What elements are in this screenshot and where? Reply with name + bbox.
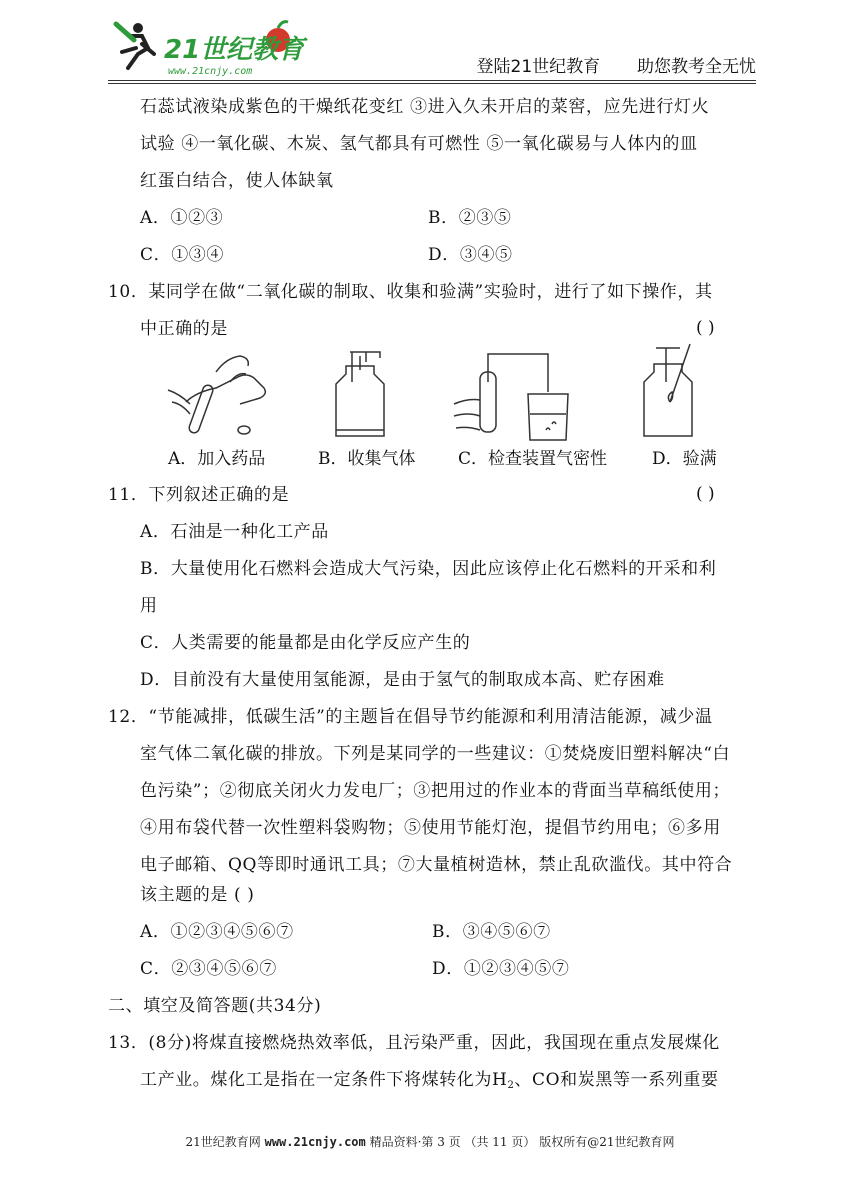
q9-line-3: 红蛋白结合，使人体缺氧	[140, 171, 334, 191]
site-label: 登陆21世纪教育	[476, 57, 601, 77]
q9-option-b: B．②③⑤	[428, 208, 512, 228]
q9-option-d: D．③④⑤	[428, 245, 513, 265]
header-rule	[108, 80, 756, 81]
figure-gas-full-test	[636, 342, 716, 442]
q13-line-1: 13．(8分)将煤直接燃烧热效率低，且污染严重，因此，我国现在重点发展煤化	[108, 1033, 720, 1053]
q11-stem: 11．下列叙述正确的是	[108, 485, 290, 505]
figure-caption-b: B．收集气体	[318, 449, 416, 469]
footer-page-info: 精品资料·第 3 页 （共 11 页） 版权所有@21世纪教育网	[369, 1135, 675, 1149]
q11-option-c: C．人类需要的能量都是由化学反应产生的	[140, 633, 471, 653]
q11-answer-blank: ( )	[696, 484, 715, 504]
svg-text:21世纪教育: 21世纪教育	[164, 35, 305, 65]
q9-line-2: 试验 ④一氧化碳、木炭、氢气都具有可燃性 ⑤一氧化碳易与人体内的皿	[140, 134, 698, 154]
q11-option-b-line-1: B．大量使用化石燃料会造成大气污染，因此应该停止化石燃料的开采和利	[140, 559, 717, 579]
q13-line-2	[140, 1069, 719, 1097]
header-slogan	[477, 52, 756, 77]
q11-option-b-line-2: 用	[140, 596, 158, 616]
header-rule-2	[108, 83, 756, 84]
figure-caption-a: A．加入药品	[168, 449, 266, 469]
q12-line-1: 12．“节能减排，低碳生活”的主题旨在倡导节约能源和利用清洁能源，减少温	[108, 707, 713, 727]
q13-subscript: 2	[507, 1080, 515, 1091]
figure-caption-d: D．验满	[652, 449, 717, 469]
q9-line-1: 石蕊试液染成紫色的干燥纸花变红 ③进入久未开启的菜窖，应先进行灯火	[140, 97, 710, 117]
q9-option-a: A．①②③	[140, 208, 224, 228]
site-logo	[108, 14, 308, 78]
footer-site: 21世纪教育网	[185, 1135, 261, 1149]
footer-url[interactable]: www.21cnjy.com	[264, 1135, 366, 1149]
slogan-text: 助您教考全无忧	[637, 57, 756, 77]
q12-line-2: 室气体二氧化碳的排放。下列是某同学的一些建议：①焚烧废旧塑料解决“白	[140, 744, 731, 764]
figure-add-reagent	[166, 342, 276, 442]
q13-line-2-b: 、CO和炭黑等一系列重要	[514, 1070, 719, 1090]
q12-line-5: 电子邮箱、QQ等即时通讯工具；⑦大量植树造林，禁止乱砍滥伐。其中符合	[140, 855, 733, 875]
q12-option-a: A．①②③④⑤⑥⑦	[140, 922, 294, 942]
q10-stem-line-1: 10．某同学在做“二氧化碳的制取、收集和验满”实验时，进行了如下操作，其	[108, 282, 713, 302]
q11-option-a: A．石油是一种化工产品	[140, 522, 329, 542]
q12-option-d: D．①②③④⑤⑦	[432, 959, 570, 979]
q10-answer-blank: ( )	[696, 318, 715, 338]
q9-option-c: C．①③④	[140, 245, 225, 265]
page-footer	[0, 1133, 860, 1150]
q12-option-c: C．②③④⑤⑥⑦	[140, 959, 277, 979]
runner-figure-icon	[116, 23, 154, 68]
q12-line-6: 该主题的是 ( )	[140, 885, 255, 905]
q13-line-2-a: 工产业。煤化工是指在一定条件下将煤转化为H	[140, 1070, 508, 1090]
q12-line-3: 色污染”；②彻底关闭火力发电厂；③把用过的作业本的背面当草稿纸使用；	[140, 781, 731, 801]
q12-line-4: ④用布袋代替一次性塑料袋购物；⑤使用节能灯泡，提倡节约用电；⑥多用	[140, 818, 721, 838]
q11-option-d: D．目前没有大量使用氢能源，是由于氢气的制取成本高、贮存困难	[140, 670, 665, 690]
figure-caption-c: C．检查装置气密性	[458, 449, 608, 469]
figure-check-airtightness	[450, 342, 580, 442]
q10-stem-line-2: 中正确的是	[140, 319, 228, 339]
q12-option-b: B．③④⑤⑥⑦	[432, 922, 551, 942]
figure-collect-gas	[322, 342, 402, 442]
svg-text:www.21cnjy.com: www.21cnjy.com	[168, 66, 253, 77]
section-title: 二、填空及简答题(共34分)	[108, 996, 322, 1016]
